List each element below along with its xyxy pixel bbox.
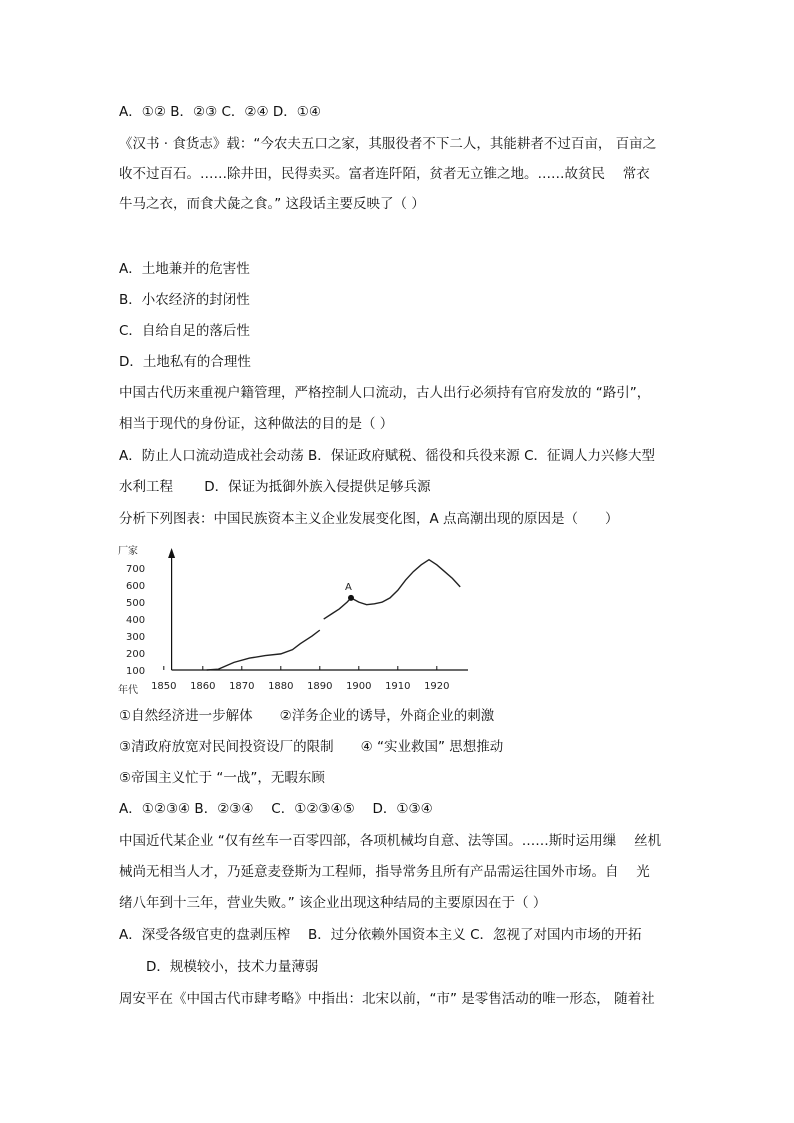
q3-stem-line: 中国古代历来重视户籍管理，严格控制人口流动，古人出行必须持有官府发放的 “路引”，: [119, 385, 651, 401]
x-tick-label: 1870: [229, 681, 255, 692]
q3-stem-line: 相当于现代的身份证，这种做法的目的是（ ）: [119, 416, 394, 432]
q5-stem-line: 中国近代某企业 “仅有丝车一百零四部，各项机械均自意、法等国。……斯时运用缫 丝机: [119, 833, 662, 849]
q4-item-line: ⑤帝国主义忙于 “一战”，无暇东顾: [119, 770, 325, 786]
y-tick-label: 300: [126, 632, 146, 644]
chart-xlabel: 年代: [118, 685, 138, 696]
q5-options-line: A．深受各级官吏的盘剥压榨 B．过分依赖外国资本主义 C．忽视了对国内市场的开拓: [119, 927, 642, 943]
q3-options-line: A．防止人口流动造成社会动荡 B．保证政府赋税、徭役和兵役来源 C．征调人力兴修大型: [119, 448, 656, 464]
x-tick-label: 1900: [346, 681, 372, 692]
x-tick-label: 1890: [307, 681, 333, 692]
x-tick-label: 1850: [151, 681, 177, 692]
y-tick-label: 400: [126, 615, 146, 627]
x-tick-label: 1920: [424, 681, 450, 692]
enterprise-chart: [116, 540, 476, 698]
x-tick-label: 1860: [190, 681, 216, 692]
q2-option-b: B．小农经济的封闭性: [119, 292, 250, 308]
y-tick-label: 700: [126, 564, 146, 576]
series-line: [207, 630, 320, 670]
q4-options: A．①②③④ B．②③④ C．①②③④⑤ D．①③④: [119, 801, 433, 817]
q6-stem: 周安平在《中国古代市肆考略》中指出：北宋以前，“市” 是零售活动的唯一形态， 随着社: [119, 991, 655, 1007]
x-tick-label: 1910: [385, 681, 411, 692]
q2-option-d: D．土地私有的合理性: [119, 354, 251, 370]
x-tick-label: 1880: [268, 681, 294, 692]
q4-item-line: ③清政府放宽对民间投资设厂的限制 ④ “实业救国” 思想推动: [119, 739, 504, 755]
q5-stem-line: 绪八年到十三年，营业失败。” 该企业出现这种结局的主要原因在于（ ）: [119, 895, 547, 911]
chart-ylabel: 厂家: [118, 546, 138, 557]
q5-options-line: D．规模较小，技术力量薄弱: [146, 959, 319, 975]
annotation-label: A: [345, 581, 352, 593]
y-tick-label: 500: [126, 598, 146, 610]
q2-stem-line: 收不过百石。……除井田，民得卖买。富者连阡陌，贫者无立锥之地。……故贫民 常衣: [119, 166, 650, 182]
q5-stem-line: 械尚无相当人才，乃延意麦登斯为工程师，指导常务且所有产品需运往国外市场。自 光: [119, 864, 650, 880]
y-axis-arrow: [168, 548, 175, 558]
q2-stem-line: 牛马之衣，而食犬彘之食。” 这段话主要反映了（ ）: [119, 196, 425, 212]
y-tick-label: 100: [126, 666, 146, 677]
q2-stem-line: 《汉书 · 食货志》载：“今农夫五口之家，其服役者不下二人，其能耕者不过百亩， 百亩之: [119, 136, 657, 152]
q4-stem: 分析下列图表：中国民族资本主义企业发展变化图，A 点高潮出现的原因是（ ）: [119, 511, 619, 527]
q2-option-a: A．土地兼并的危害性: [119, 261, 250, 277]
y-tick-label: 600: [126, 581, 146, 593]
q1-options: A．①② B．②③ C．②④ D．①④: [119, 104, 322, 120]
q4-item-line: ①自然经济进一步解体 ②洋务企业的诱导，外商企业的刺激: [119, 708, 495, 724]
q3-options-line: 水利工程 D．保证为抵御外族入侵提供足够兵源: [119, 479, 431, 495]
y-tick-label: 200: [126, 649, 146, 661]
annotation-point: [348, 595, 354, 601]
q2-option-c: C．自给自足的落后性: [119, 323, 250, 339]
